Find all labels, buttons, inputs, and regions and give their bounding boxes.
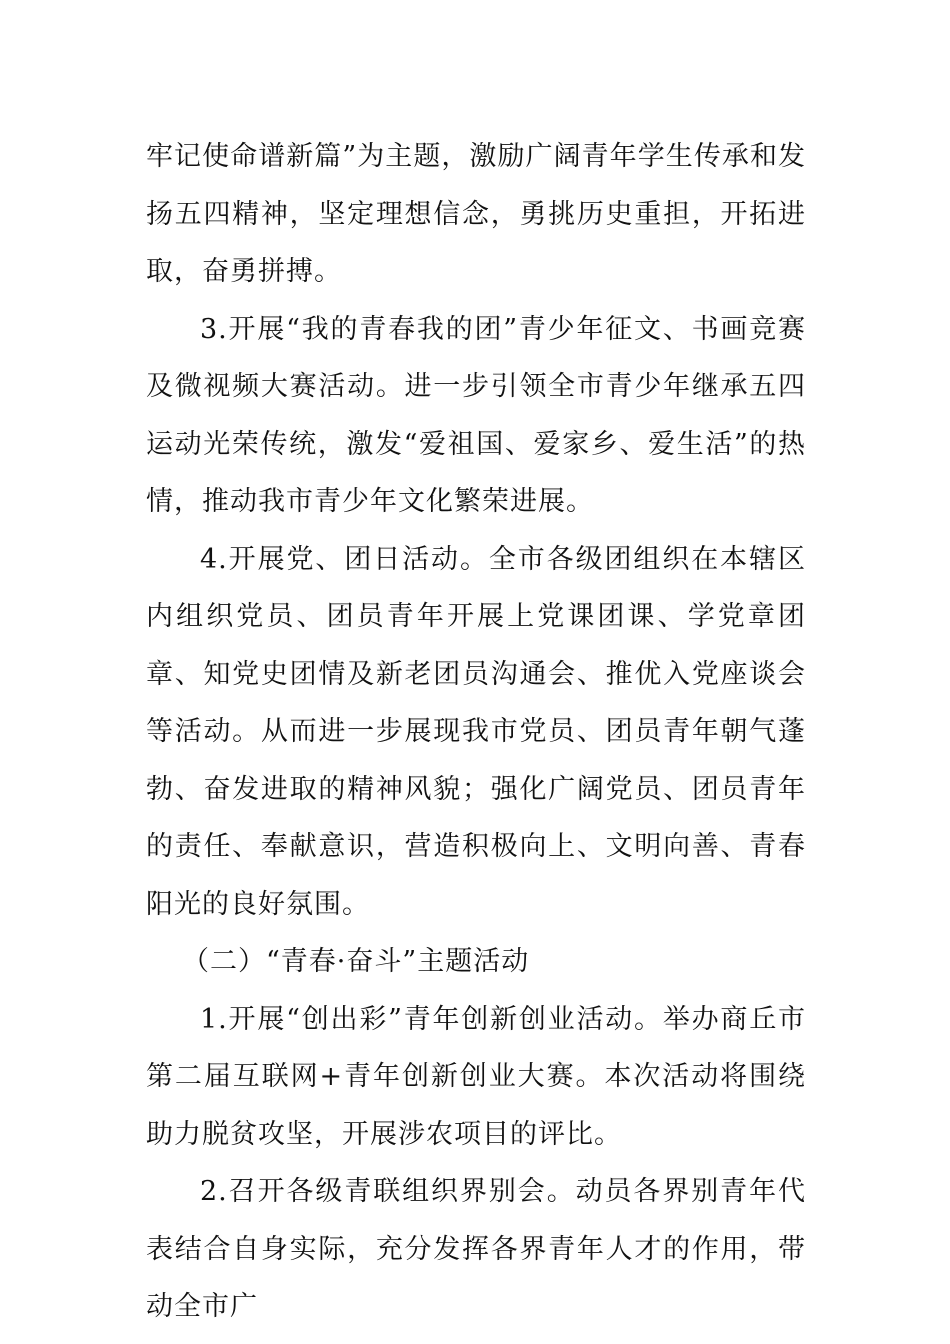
section-paragraph-item-1: 1.开展“创出彩”青年创新创业活动。举办商丘市第二届互联网+青年创新创业大赛。本次活动将围绕助力脱贫攻坚，开展涉农项目的评比。 <box>146 1003 806 1150</box>
section-heading: （二）“青春·奋斗”主题活动 <box>182 946 530 977</box>
paragraph-continued: 牢记使命谱新篇”为主题，激励广阔青年学生传承和发扬五四精神，坚定理想信念，勇挑历史重担，开拓进取，奋勇拼搏。 <box>146 141 806 287</box>
paragraph-item-4: 4.开展党、团日活动。全市各级团组织在本辖区内组织党员、团员青年开展上党课团课、学党章团章、知党史团情及新老团员沟通会、推优入党座谈会等活动。从而进一步展现我市党员、团员青年朝气蓬勃、奋发进取的精神风貌；强化广阔党员、团员青年的责任、奉献意识，营造积极向上、文明向善、青春阳光的良好氛围。 <box>146 543 806 920</box>
section-paragraph-item-2: 2.召开各级青联组织界别会。动员各界别青年代表结合自身实际，充分发挥各界青年人才的作用，带动全市广 <box>146 1176 806 1322</box>
document-body <box>146 128 806 1336</box>
paragraph-item-3: 3.开展“我的青春我的团”青少年征文、书画竞赛及微视频大赛活动。进一步引领全市青少年继承五四运动光荣传统，激发“爱祖国、爱家乡、爱生活”的热情，推动我市青少年文化繁荣进展。 <box>146 313 806 517</box>
